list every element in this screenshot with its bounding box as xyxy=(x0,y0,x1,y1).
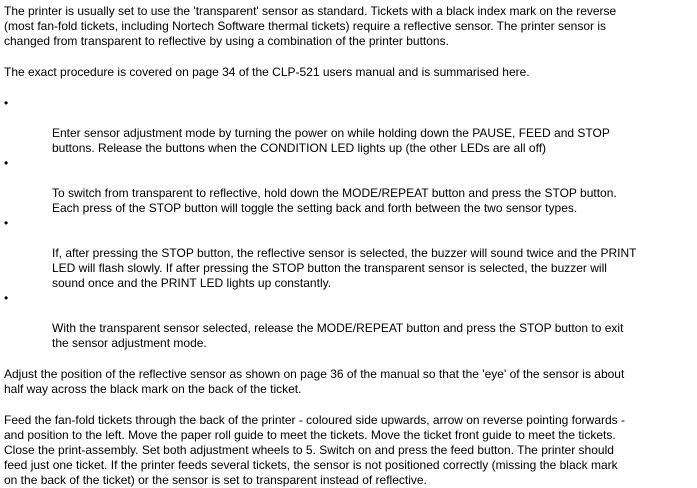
procedure-steps-list xyxy=(4,96,694,351)
procedure-step-1 xyxy=(4,96,694,156)
bullet-icon: • xyxy=(4,216,9,230)
bullet-icon: • xyxy=(4,96,9,110)
paragraph-gap xyxy=(4,397,694,413)
feed-tickets-paragraph: Feed the fan-fold tickets through the back of the printer - coloured side upwards, arrow on reverse pointing forwards - and position to the left. Move the paper roll guide to meet the tickets. Move the ticket front guide to meet the tickets. Close the print-assembly. Set both adjustment wheels to 5. Switch on and press the feed button. The printer should feed just one ticket. If the printer feeds several tickets, the sensor is not positioned correctly (missing the black mark on the back of the ticket) or the sensor is set to transparent instead of reflective. xyxy=(4,413,625,487)
paragraph-gap xyxy=(4,80,694,96)
procedure-step-text: With the transparent sensor selected, release the MODE/REPEAT button and press the STOP button to exit the sensor adjustment mode. xyxy=(52,321,624,350)
bullet-icon: • xyxy=(4,291,9,305)
procedure-step-2 xyxy=(4,156,694,216)
document-body xyxy=(4,4,694,488)
procedure-reference-paragraph: The exact procedure is covered on page 34 of the CLP-521 users manual and is summarised here. xyxy=(4,65,530,79)
procedure-step-4 xyxy=(4,291,694,351)
intro-paragraph: The printer is usually set to use the 'transparent' sensor as standard. Tickets with a black index mark on the reverse (most fan-fold tickets, including Nortech Software thermal tickets) require a reflective sensor. The printer sensor is changed from transparent to reflective by using a combination of the printer buttons. xyxy=(4,4,617,48)
procedure-step-text: Enter sensor adjustment mode by turning the power on while holding down the PAUSE, FEED and STOP buttons. Release the buttons when the CONDITION LED lights up (the other LEDs are all off) xyxy=(52,126,610,155)
procedure-step-text: To switch from transparent to reflective, hold down the MODE/REPEAT button and press the STOP button. Each press of the STOP button will toggle the setting back and forth between the two sensor types. xyxy=(52,186,617,215)
adjust-sensor-paragraph: Adjust the position of the reflective sensor as shown on page 36 of the manual so that the 'eye' of the sensor is about half way across the black mark on the back of the ticket. xyxy=(4,367,625,396)
procedure-step-text: If, after pressing the STOP button, the reflective sensor is selected, the buzzer will sound twice and the PRINT LED will flash slowly. If after pressing the STOP button the transparent sensor is selected, the buzzer will sound once and the PRINT LED lights up constantly. xyxy=(52,246,637,290)
procedure-step-3 xyxy=(4,216,694,291)
paragraph-gap xyxy=(4,49,694,65)
paragraph-gap xyxy=(4,351,694,367)
bullet-icon: • xyxy=(4,156,9,170)
